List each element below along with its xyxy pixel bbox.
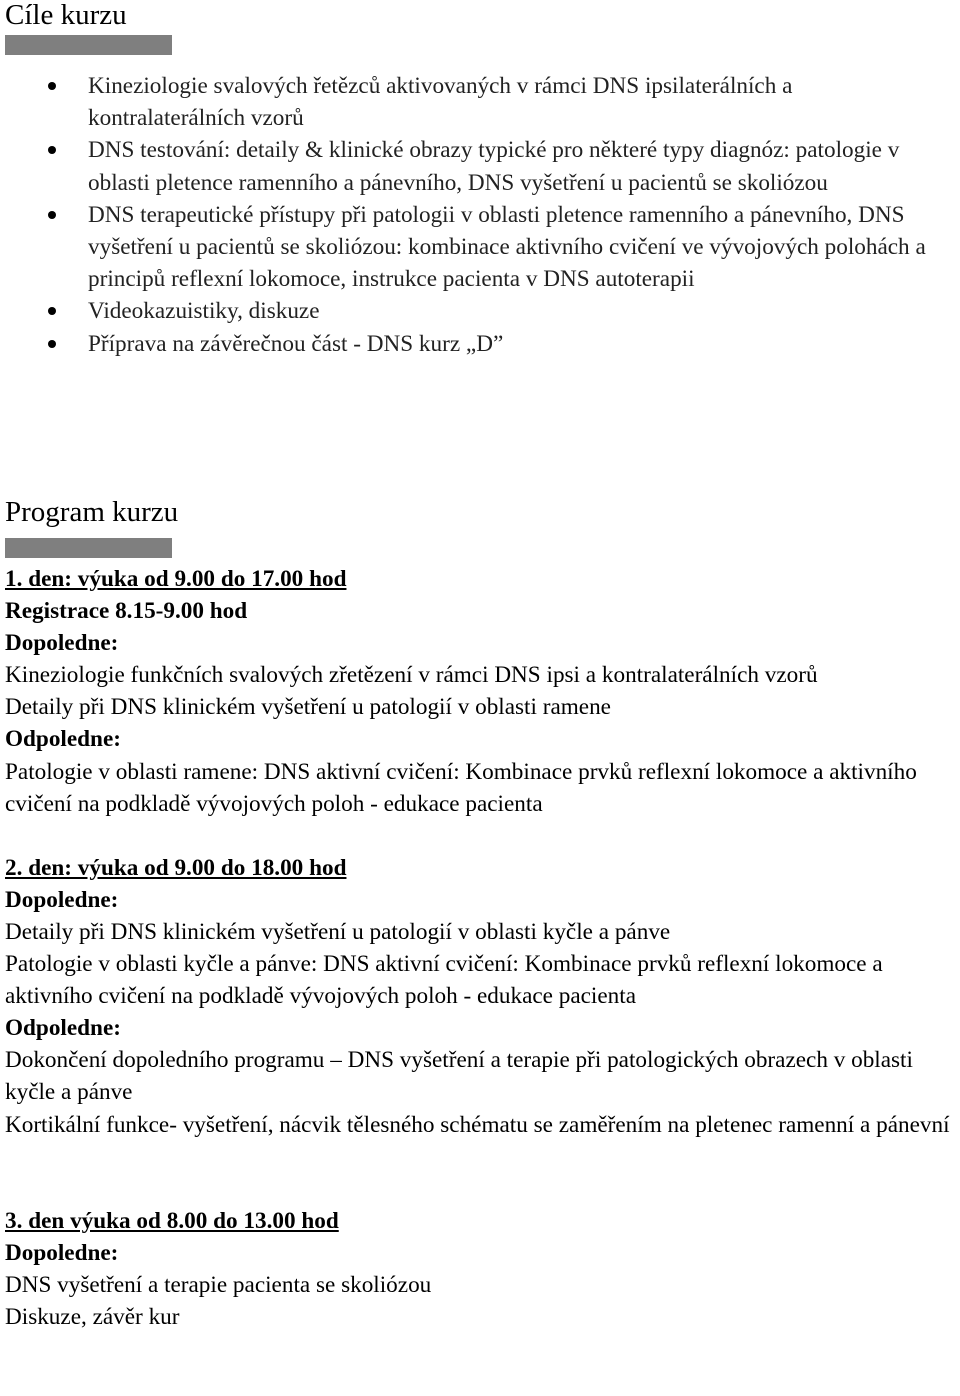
day2-heading: 2. den: výuka od 9.00 do 18.00 hod (5, 854, 347, 881)
day2-morning-item: Detaily při DNS klinickém vyšetření u patologií v oblasti kyčle a pánve (5, 918, 671, 945)
day1-morning-item: Kineziologie funkčních svalových zřetězení v rámci DNS ipsi a kontralaterálních vzorů (5, 662, 818, 689)
day3-morning-item: DNS vyšetření a terapie pacienta se skoliózou (5, 1271, 432, 1298)
day3-morning-label: Dopoledne: (5, 1239, 119, 1266)
spacer (5, 1141, 955, 1205)
bullet-icon (48, 340, 56, 348)
day2-afternoon-label: Odpoledne: (5, 1015, 121, 1042)
day3-morning-item: Diskuze, závěr kur (5, 1303, 180, 1330)
day1-morning-item: Detaily při DNS klinickém vyšetření u patologií v oblasti ramene (5, 694, 611, 721)
day1-afternoon-item: Patologie v oblasti ramene: DNS aktivní cvičení: Kombinace prvků reflexní lokomoce a aktivního cvičení na podkladě vývojových poloh - edukace pacienta (5, 758, 917, 817)
goals-title: Cíle kurzu (5, 0, 127, 31)
bullet-icon (48, 82, 56, 90)
program-schedule (5, 563, 955, 1333)
goal-item: Příprava na závěrečnou část - DNS kurz „D” (0, 328, 950, 360)
day1-morning-label: Dopoledne: (5, 630, 119, 657)
bullet-icon (48, 146, 56, 154)
program-title: Program kurzu (5, 496, 179, 528)
goal-item: DNS terapeutické přístupy při patologii v oblasti pletence ramenního a pánevního, DNS vyšetření u pacientů se skoliózou: kombinace aktivního cvičení ve vývojových polohách a principů reflexní lokomoce, instrukce pacienta v DNS autoterapii (0, 199, 950, 296)
goal-item: Videokazuistiky, diskuze (0, 295, 950, 327)
day2-morning-item: Patologie v oblasti kyčle a pánve: DNS aktivní cvičení: Kombinace prvků reflexní lokomoce a aktivního cvičení na podkladě vývojových poloh - edukace pacienta (5, 951, 883, 1010)
program-title-bar (5, 538, 172, 558)
goal-item: DNS testování: detaily & klinické obrazy typické pro některé typy diagnóz: patologie v oblasti pletence ramenního a pánevního, DNS vyšetření u pacientů se skoliózou (0, 134, 950, 198)
goal-item: Kineziologie svalových řetězců aktivovaných v rámci DNS ipsilaterálních a kontralaterálních vzorů (0, 70, 950, 134)
goals-title-bar (5, 35, 172, 55)
bullet-icon (48, 307, 56, 315)
spacer (5, 820, 955, 852)
goals-list (0, 70, 950, 360)
day1-afternoon-label: Odpoledne: (5, 726, 121, 753)
day2-morning-label: Dopoledne: (5, 886, 119, 913)
day1-registration: Registrace 8.15-9.00 hod (5, 598, 248, 625)
day1-heading: 1. den: výuka od 9.00 do 17.00 hod (5, 566, 347, 592)
day2-afternoon-item: Dokončení dopoledního programu – DNS vyšetření a terapie při patologických obrazech v oblasti kyčle a pánve (5, 1047, 913, 1106)
bullet-icon (48, 211, 56, 219)
day3-heading: 3. den výuka od 8.00 do 13.00 hod (5, 1207, 339, 1234)
day2-afternoon-item: Kortikální funkce- vyšetření, nácvik tělesného schématu se zaměřením na pletenec ramenní a pánevní (5, 1111, 950, 1138)
